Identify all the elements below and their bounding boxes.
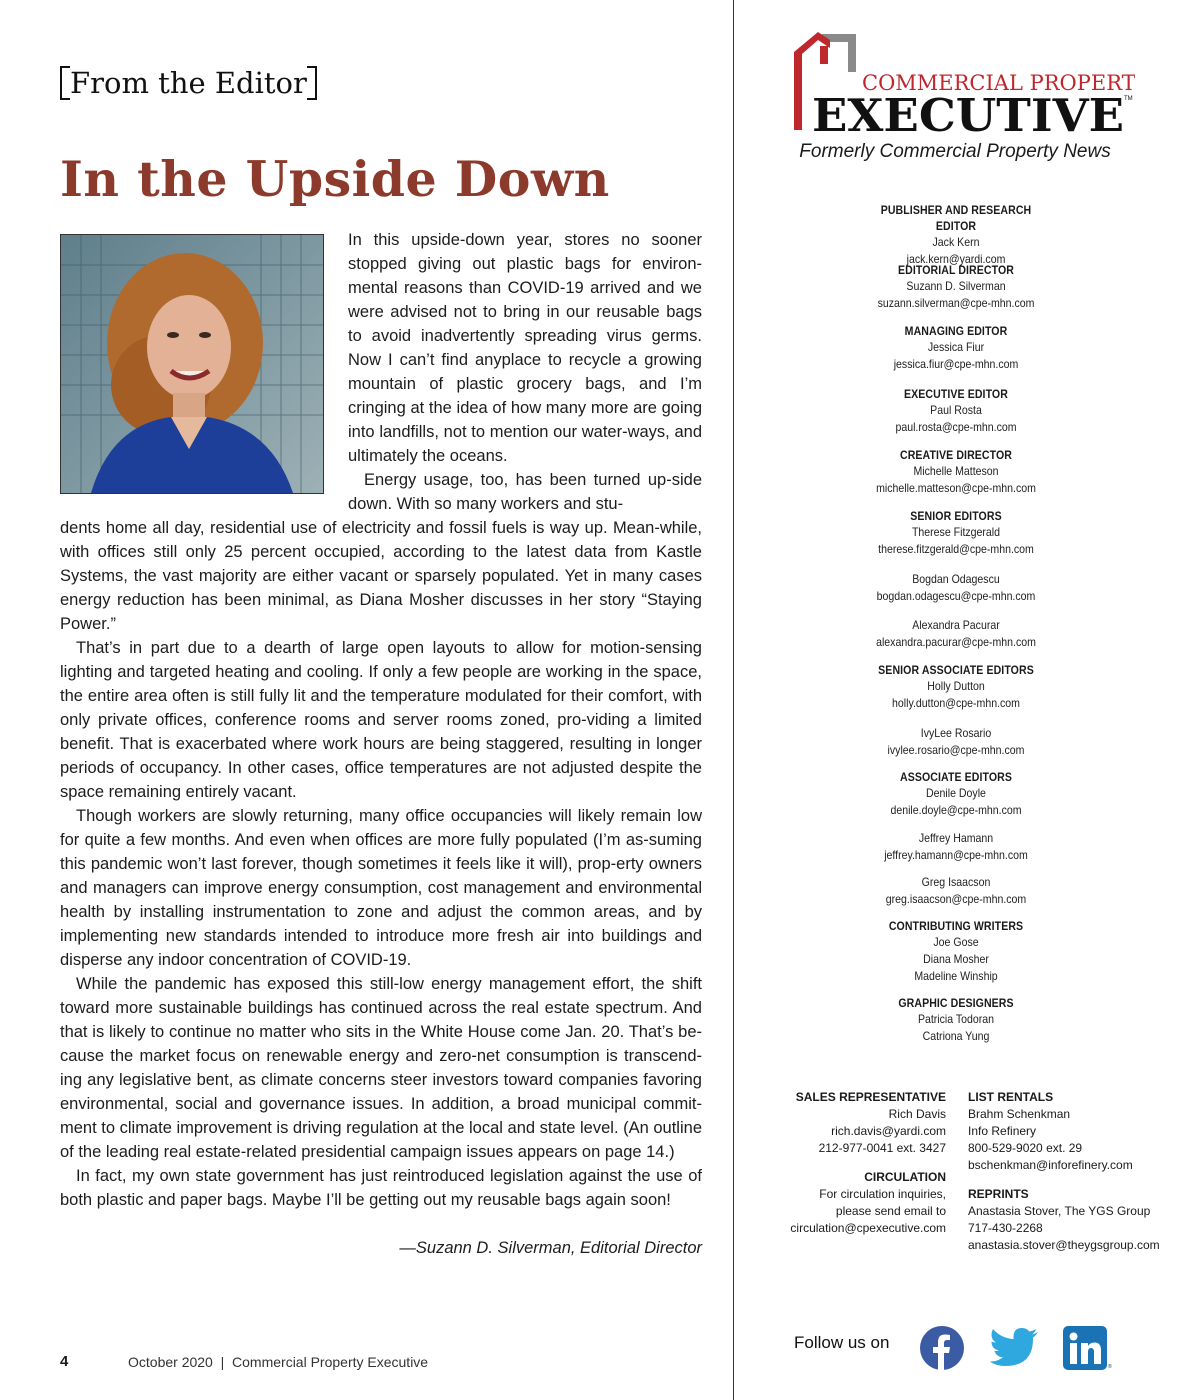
page-number: 4	[60, 1353, 69, 1370]
linkedin-registered-mark: ®	[1108, 1364, 1112, 1370]
logo-line1: COMMERCIAL PROPERTY	[862, 71, 1135, 95]
masthead-role: CREATIVE DIRECTOR	[899, 448, 1013, 462]
section-label-text: From the Editor	[70, 66, 307, 100]
masthead-entry	[846, 662, 1066, 712]
sales-role: SALES REPRESENTATIVE	[795, 1090, 946, 1104]
masthead-role: EXECUTIVE EDITOR	[904, 387, 1008, 401]
masthead-entry	[846, 202, 1066, 268]
circulation-line: For circulation inquiries,	[819, 1187, 946, 1201]
masthead-role: EDITORIAL DIRECTOR	[897, 263, 1014, 277]
follow-us-label: Follow us on	[794, 1333, 890, 1352]
masthead-email: jack.kern@yardi.com	[906, 252, 1006, 266]
masthead-name: Greg Isaacson	[921, 875, 991, 889]
circulation-role: CIRCULATION	[864, 1170, 946, 1184]
masthead-role: MANAGING EDITOR	[904, 324, 1008, 338]
masthead-entry	[846, 617, 1066, 651]
masthead-email: jessica.fiur@cpe-mhn.com	[893, 357, 1019, 371]
reprints-name: Anastasia Stover, The YGS Group	[968, 1204, 1151, 1218]
masthead-email: bogdan.odagescu@cpe-mhn.com	[876, 589, 1036, 603]
sales-phone: 212-977-0041 ext. 3427	[818, 1141, 946, 1155]
masthead-name: Therese Fitzgerald	[911, 525, 1001, 539]
masthead-email: ivylee.rosario@cpe-mhn.com	[887, 743, 1025, 757]
article-body	[60, 516, 702, 1212]
masthead-email: greg.isaacson@cpe-mhn.com	[885, 892, 1027, 906]
masthead-name: Joe Gose	[933, 935, 979, 949]
masthead-name: Holly Dutton	[927, 679, 985, 693]
masthead-entry	[846, 508, 1066, 558]
article-paragraph: dents home all day, residential use of electricity and fossil fuels is way up. Mean-while, with offices still only 25 percent occupied, according to the latest data from Kastle Systems, the vast majority are either vacant or sparsely populated. Yet in many cases energy reduction has been minimal, as Diana Mosher discusses in her story “Staying Power.”	[60, 519, 702, 633]
masthead-email: michelle.matteson@cpe-mhn.com	[876, 481, 1036, 495]
masthead-email: alexandra.pacurar@cpe-mhn.com	[876, 635, 1036, 649]
masthead-name: Suzann D. Silverman	[906, 279, 1006, 293]
twitter-icon[interactable]	[990, 1326, 1040, 1370]
sales-email: rich.davis@yardi.com	[831, 1124, 946, 1138]
masthead-email: paul.rosta@cpe-mhn.com	[895, 420, 1017, 434]
masthead-name: Jack Kern	[932, 235, 980, 249]
logo-line2: EXECUTIVE	[812, 89, 1124, 140]
section-label	[60, 66, 317, 100]
list-rentals-name: Brahm Schenkman	[968, 1107, 1071, 1121]
footer-issue-text: October 2020 | Commercial Property Executive	[128, 1354, 429, 1370]
article-paragraph: In fact, my own state government has just reintroduced legislation against the use of both plastic and paper bags. Maybe I’ll be getting out my reusable bags again soon!	[60, 1167, 702, 1209]
sales-name: Rich Davis	[888, 1107, 946, 1121]
editor-portrait-image	[61, 235, 323, 493]
masthead-role: CONTRIBUTING WRITERS	[888, 919, 1024, 933]
masthead-email: therese.fitzgerald@cpe-mhn.com	[878, 542, 1034, 556]
masthead-name: Michelle Matteson	[913, 464, 999, 478]
sales-contact	[770, 1089, 946, 1157]
list-rentals-contact	[968, 1089, 1168, 1174]
masthead-entry	[846, 830, 1066, 864]
masthead-name: Paul Rosta	[930, 403, 982, 417]
linkedin-icon[interactable]	[1063, 1326, 1112, 1370]
list-rentals-phone: 800-529-9020 ext. 29	[968, 1141, 1083, 1155]
masthead-entry	[846, 725, 1066, 759]
masthead-role: PUBLISHER AND RESEARCH EDITOR	[880, 203, 1032, 233]
facebook-icon[interactable]	[920, 1326, 964, 1370]
article-paragraph: Though workers are slowly returning, many office occupancies will likely remain low for quite a few months. And even when offices are more fully populated (I’m as-suming this pandemic won’t last forever, though sometimes it feels like it will), prop-erty owners and managers can improve energy consumption, cost management and environmental health by installing instrumentation to zone and adjust the common areas, and by implementing new standards intended to introduce more fresh air into buildings and disperse any indoor concentration of COVID-19.	[60, 807, 702, 969]
masthead-name: Catriona Yung	[922, 1029, 990, 1043]
masthead-name: Denile Doyle	[926, 786, 986, 800]
list-rentals-email: bschenkman@inforefinery.com	[968, 1158, 1133, 1172]
masthead-name: Diana Mosher	[923, 952, 989, 966]
article-body-wrapped	[348, 228, 702, 516]
circulation-line: please send email to	[835, 1204, 946, 1218]
editor-photo	[60, 234, 324, 494]
masthead-entry	[846, 447, 1066, 497]
reprints-contact	[968, 1186, 1168, 1254]
masthead-role: ASSOCIATE EDITORS	[899, 770, 1013, 784]
masthead-name: Madeline Winship	[914, 969, 998, 983]
masthead-email: denile.doyle@cpe-mhn.com	[890, 803, 1022, 817]
masthead-entry	[846, 386, 1066, 436]
masthead-role: GRAPHIC DESIGNERS	[898, 996, 1014, 1010]
column-divider	[733, 0, 734, 1400]
circulation-email: circulation@cpexecutive.com	[790, 1221, 946, 1235]
masthead-role: SENIOR EDITORS	[910, 509, 1002, 523]
article-paragraph: In this upside-down year, stores no sooner stopped giving out plastic bags for environ-mental reasons than COVID-19 arrived and we were advised not to bring in our reusable bags to avoid inadvertently spreading virus germs. Now I can’t find anyplace to recycle a growing mountain of plastic grocery bags, and I’m cringing at the idea of how many more are going into landfills, not to mention our water-ways, and ultimately the oceans.	[348, 231, 702, 465]
masthead-entry	[846, 571, 1066, 605]
article-paragraph: That’s in part due to a dearth of large open layouts to allow for motion-sensing lighting and targeted heating and cooling. If only a few people are working in the space, the entire area often is still fully lit and the temperature modulated for their comfort, with only private offices, conference rooms and server rooms zoned, pro-viding a limited benefit. That is exacerbated where work hours are being staggered, resulting in longer periods of occupancy. In other cases, office temperatures are not adjusted despite the space remaining entirely vacant.	[60, 639, 702, 801]
logo-mark	[790, 28, 1135, 140]
masthead-email: jeffrey.hamann@cpe-mhn.com	[884, 848, 1028, 862]
masthead-name: Alexandra Pacurar	[912, 618, 1000, 632]
reprints-phone: 717-430-2268	[968, 1221, 1043, 1235]
list-rentals-role: LIST RENTALS	[968, 1090, 1054, 1104]
masthead-entry	[846, 262, 1066, 312]
logo-tagline: Formerly Commercial Property News	[799, 141, 1111, 162]
masthead-entry	[846, 874, 1066, 908]
masthead-entry	[846, 995, 1066, 1045]
reprints-email: anastasia.stover@theygsgroup.com	[968, 1238, 1160, 1252]
masthead-entry	[846, 918, 1066, 985]
list-rentals-company: Info Refinery	[968, 1124, 1037, 1138]
article-headline: In the Upside Down	[60, 150, 610, 208]
masthead-name: IvyLee Rosario	[920, 726, 992, 740]
masthead-email: suzann.silverman@cpe-mhn.com	[877, 296, 1035, 310]
publication-logo	[790, 28, 1135, 140]
masthead-entry	[846, 769, 1066, 819]
article-signature: —Suzann D. Silverman, Editorial Director	[399, 1239, 702, 1257]
masthead-role: SENIOR ASSOCIATE EDITORS	[878, 663, 1034, 677]
circulation-contact	[770, 1169, 946, 1237]
masthead-entry	[846, 323, 1066, 373]
article-paragraph: Energy usage, too, has been turned up-side down. With so many workers and stu-	[348, 471, 702, 513]
masthead-name: Patricia Todoran	[917, 1012, 995, 1026]
logo-trademark: TM	[1124, 96, 1133, 102]
masthead-name: Jessica Fiur	[927, 340, 985, 354]
masthead-email: holly.dutton@cpe-mhn.com	[892, 696, 1020, 710]
masthead-name: Jeffrey Hamann	[918, 831, 994, 845]
article-paragraph: While the pandemic has exposed this still-low energy management effort, the shift toward more sustainable buildings has continued across the real estate spectrum. And that is likely to continue no matter who sits in the White House come Jan. 20. That’s be-cause the market focus on renewable energy and zero-net consumption is transcend-ing any legislative bent, as climate concerns steer investors toward companies favoring environmental, social and governance issues. In addition, a broad municipal commit-ment to climate improvement is driving regulation at the local and state level. (An outline of the leading real estate-related presidential campaign issues appears on page 14.)	[60, 975, 702, 1161]
masthead-name: Bogdan Odagescu	[912, 572, 1000, 586]
reprints-role: REPRINTS	[968, 1187, 1029, 1201]
